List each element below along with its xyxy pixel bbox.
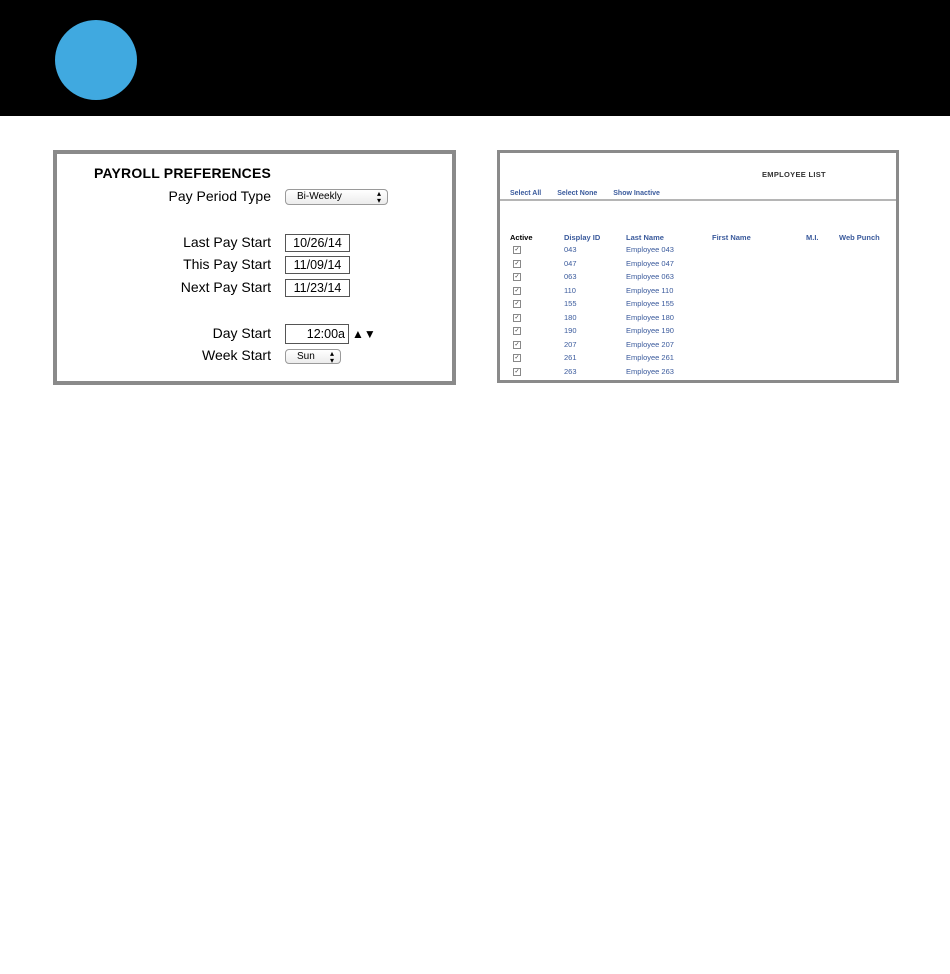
last-pay-start-label: Last Pay Start [183, 234, 271, 250]
column-header-first-name[interactable]: First Name [712, 233, 751, 242]
table-row[interactable] [500, 326, 896, 339]
this-pay-start-label: This Pay Start [183, 256, 271, 272]
active-checkbox[interactable]: ✓ [514, 260, 520, 267]
pay-period-type-select[interactable] [285, 189, 388, 205]
last-name-cell: Employee 190 [626, 326, 674, 335]
last-name-cell: Employee 261 [626, 353, 674, 362]
last-name-cell: Employee 155 [626, 299, 674, 308]
pay-period-type-label: Pay Period Type [168, 188, 271, 204]
this-pay-start-field[interactable]: 11/09/14 [285, 256, 350, 274]
display-id-cell: 110 [564, 285, 576, 295]
header-bar [0, 0, 950, 116]
table-row[interactable] [500, 286, 896, 299]
display-id-cell: 043 [564, 245, 577, 254]
active-checkbox[interactable]: ✓ [514, 355, 520, 361]
week-start-value: Sun [297, 351, 315, 362]
triangle-down-icon[interactable]: ▼ [363, 327, 376, 341]
day-start-label: Day Start [212, 325, 271, 341]
last-name-cell: Employee 180 [626, 312, 674, 322]
active-checkbox[interactable]: ✓ [514, 314, 520, 321]
select-arrows-icon: ▴ ▾ [376, 189, 381, 205]
employee-list-panel [497, 150, 899, 383]
table-row[interactable] [500, 245, 896, 258]
select-arrows-icon: ▴ ▾ [329, 349, 334, 365]
active-checkbox[interactable]: ✓ [514, 368, 520, 375]
table-row[interactable] [500, 272, 896, 285]
column-header-last-name[interactable]: Last Name [626, 233, 664, 242]
display-id-cell: 207 [564, 339, 577, 349]
table-row[interactable] [500, 340, 896, 353]
active-checkbox[interactable]: ✓ [514, 274, 520, 280]
active-checkbox[interactable]: ✓ [514, 247, 520, 253]
payroll-title: PAYROLL PREFERENCES [94, 165, 272, 181]
week-start-label: Week Start [202, 347, 271, 363]
divider [500, 199, 896, 201]
column-header-mi[interactable]: M.I. [806, 233, 819, 242]
display-id-cell: 180 [564, 312, 577, 322]
last-name-cell: Employee 207 [626, 339, 674, 349]
display-id-cell: 190 [564, 326, 577, 335]
active-checkbox[interactable]: ✓ [514, 341, 520, 348]
week-start-select[interactable] [285, 349, 341, 364]
display-id-cell: 047 [564, 258, 577, 268]
blue-circle-badge [55, 20, 137, 100]
triangle-up-icon[interactable]: ▲ [352, 327, 364, 341]
next-pay-start-label: Next Pay Start [180, 279, 271, 295]
last-name-cell: Employee 110 [626, 285, 674, 295]
day-start-field[interactable]: 12:00a [285, 324, 349, 344]
next-pay-start-field[interactable]: 11/23/14 [285, 279, 350, 297]
active-checkbox[interactable]: ✓ [514, 287, 520, 294]
last-name-cell: Employee 047 [626, 258, 674, 268]
active-checkbox[interactable]: ✓ [514, 328, 520, 334]
display-id-cell: 261 [564, 353, 577, 362]
show-inactive-link[interactable]: Show Inactive [613, 190, 660, 197]
payroll-preferences-panel [53, 150, 456, 385]
employee-list-title: EMPLOYEE LIST [762, 170, 826, 179]
active-checkbox[interactable]: ✓ [514, 301, 520, 307]
table-row[interactable] [500, 367, 896, 380]
employee-list-actions [510, 190, 674, 197]
last-name-cell: Employee 043 [626, 245, 674, 254]
table-row[interactable] [500, 313, 896, 326]
display-id-cell: 263 [564, 366, 577, 376]
display-id-cell: 063 [564, 272, 577, 281]
column-header-active[interactable]: Active [510, 233, 533, 242]
column-header-web-punch[interactable]: Web Punch [839, 233, 880, 242]
table-row[interactable] [500, 353, 896, 366]
select-all-link[interactable]: Select All [510, 190, 542, 197]
pay-period-type-value: Bi-Weekly [297, 191, 342, 202]
column-header-display-id[interactable]: Display ID [564, 233, 601, 242]
last-name-cell: Employee 063 [626, 272, 674, 281]
last-pay-start-field[interactable]: 10/26/14 [285, 234, 350, 252]
last-name-cell: Employee 263 [626, 366, 674, 376]
display-id-cell: 155 [564, 299, 577, 308]
select-none-link[interactable]: Select None [557, 190, 598, 197]
table-row[interactable] [500, 299, 896, 312]
day-start-stepper[interactable] [352, 327, 376, 341]
table-row[interactable] [500, 259, 896, 272]
